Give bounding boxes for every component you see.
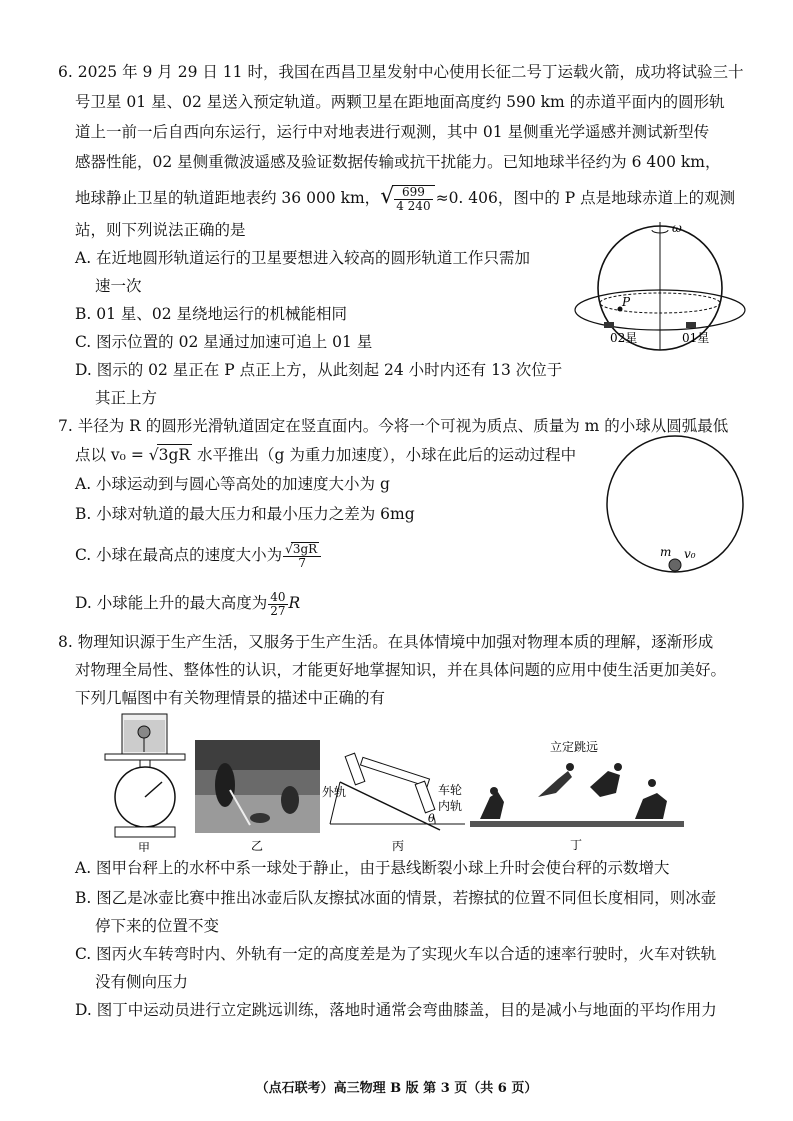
q7-option-d [75,586,300,620]
q7-c-num: √3gR [283,542,321,557]
inner-rail-label: 内轨 [438,799,463,813]
yi-label: 乙 [251,839,264,853]
jia-label: 甲 [138,841,151,852]
q7-line-2b: 水平推出（g 为重力加速度），小球在此后的运动过程中 [192,446,577,464]
q7-d-den: 27 [270,603,286,618]
outer-rail-label: 外轨 [322,785,347,799]
earth-orbit-figure [570,218,750,353]
q6-line-3: 道上一前一后自西向东运行，运行中对地表进行观测，其中 01 星侧重光学遥感并测试新型传 [75,123,710,141]
q6-option-a-2: 速一次 [95,277,142,295]
q7-option-d-text: D. 小球能上升的最大高度为 [75,594,268,612]
q8-option-c-2: 没有侧向压力 [95,973,189,991]
q7-c-fraction [283,542,321,570]
q6-line-6: 站，则下列说法正确的是 [75,221,246,239]
sat1-label: 01星 [682,331,710,345]
q7-c-sqrt: 3gR [292,542,318,556]
figure-yi-curling-photo [195,740,320,855]
q6-option-a-1: A. 在近地圆形轨道运行的卫星要想进入较高的圆形轨道工作只需加 [75,249,531,267]
long-jump-title: 立定跳远 [550,740,599,754]
q6-line-5b: ≈0. 406，图中的 P 点是地球赤道上的观测 [435,189,736,207]
sqrt-symbol: √ [380,184,395,209]
q6-frac-den: 4 240 [396,199,431,213]
v0-label: v₀ [684,547,696,561]
q7-d-num: 40 [270,589,286,604]
q8-option-a: A. 图甲台秤上的水杯中系一球处于静止，由于悬线断裂小球上升时会使台秤的示数增大 [75,859,670,877]
q7-option-c-text: C. 小球在最高点的速度大小为 [75,546,283,564]
q6-line-2: 号卫星 01 星、02 星送入预定轨道。两颗卫星在距地面高度约 590 km 的赤道平面内的圆形轨 [75,93,725,111]
q6-line-5 [75,180,735,215]
q7-line-2: 点以 v₀ = √3gR 水平推出（g 为重力加速度），小球在此后的运动过程中 [75,446,577,464]
q7-line-2a: 点以 v₀ = [75,446,149,464]
bing-label: 丙 [392,839,405,853]
q7-option-c [75,538,322,572]
p-label: P [622,295,631,309]
q6-line-5a: 地球静止卫星的轨道距地表约 36 000 km， [75,189,381,207]
q8-line-3: 下列几幅图中有关物理情景的描述中正确的有 [75,689,386,707]
q7-line-1: 7. 半径为 R 的圆形光滑轨道固定在竖直面内。今将一个可视为质点、质量为 m 的小球从圆弧最低 [58,417,729,435]
q8-option-b-2: 停下来的位置不变 [95,917,220,935]
mass-label: m [660,545,672,559]
omega-label: ω [672,221,682,235]
wheel-label: 车轮 [438,783,463,797]
sat2-label: 02星 [610,331,638,345]
q8-option-d: D. 图丁中运动员进行立定跳远训练，落地时通常会弯曲膝盖，目的是减小与地面的平均作用力 [75,1001,717,1019]
theta-label: θ [428,812,435,825]
q6-option-d-1: D. 图示的 02 星正在 P 点正上方，从此刻起 24 小时内还有 13 次位于 [75,361,563,379]
q8-option-c-1: C. 图丙火车转弯时内、外轨有一定的高度差是为了实现火车以合适的速率行驶时，火车对铁轨 [75,945,717,963]
circular-track-figure [600,432,750,582]
figure-jia-scale [100,712,190,852]
figure-bing-train [320,752,470,857]
q6-option-b: B. 01 星、02 星绕地运行的机械能相同 [75,305,348,323]
q8-option-b-1: B. 图乙是冰壶比赛中推出冰壶后队友擦拭冰面的情景，若擦拭的位置不同但长度相同，则冰壶 [75,889,717,907]
q6-fraction [392,185,434,213]
q8-line-2: 对物理全局性、整体性的认识，才能更好地掌握知识，并在具体问题的应用中使生活更加美好。 [75,661,727,679]
q6-line-4: 感器性能，02 星侧重微波遥感及验证数据传输或抗干扰能力。已知地球半径约为 6 400 km， [75,153,721,171]
q8-line-1: 8. 物理知识源于生产生活，又服务于生产生活。在具体情境中加强对物理本质的理解，逐渐形成 [58,633,714,651]
q7-option-a: A. 小球运动到与圆心等高处的加速度大小为 g [75,475,390,493]
q6-frac-num: 699 [394,186,432,200]
page-footer: （点石联考）高三物理 B 版 第 3 页（共 6 页） [255,1081,538,1096]
q7-c-den: 7 [298,556,306,570]
ding-label: 丁 [570,838,583,852]
figure-ding-long-jump [470,737,685,857]
q6-line-1: 6. 2025 年 9 月 29 日 11 时，我国在西昌卫星发射中心使用长征二号丁运载火箭，成功将试验三十 [58,63,744,81]
q7-d-r: R [288,594,301,612]
q7-option-b: B. 小球对轨道的最大压力和最小压力之差为 6mg [75,505,415,523]
q7-sqrt: 3gR [158,446,191,464]
q6-option-c: C. 图示位置的 02 星通过加速可追上 01 星 [75,333,373,351]
q7-d-fraction [268,591,287,618]
q6-option-d-2: 其正上方 [95,389,158,407]
